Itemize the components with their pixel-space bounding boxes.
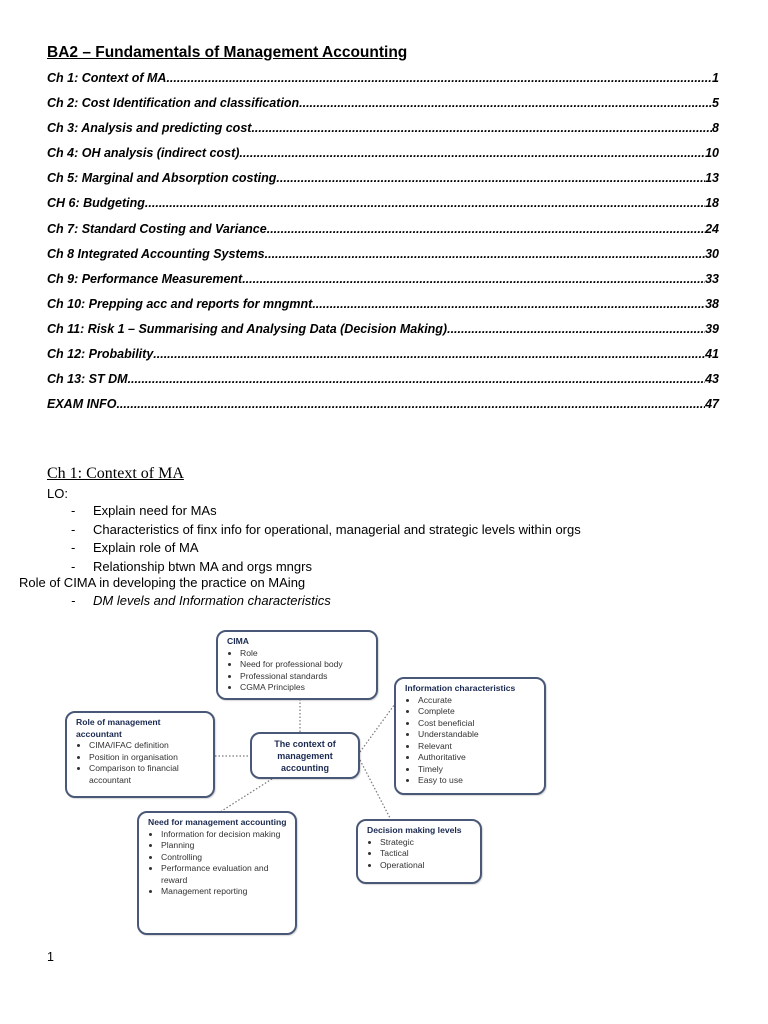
- toc-entry-page: 38: [705, 296, 719, 311]
- toc-leader-dots: [116, 397, 705, 411]
- toc-leader-dots: [267, 222, 705, 236]
- diagram-bullet-item: • Complete: [418, 706, 540, 718]
- toc-entry-page: 8: [712, 121, 719, 136]
- information-characteristics-box: Information characteristics • Accurate • Complete • Cost beneficial • Understandable • Relevant • Authoritative • Timely • Easy to use: [394, 677, 546, 795]
- diagram-bullet-list: [218, 648, 376, 697]
- diagram-bullet-list: [396, 695, 544, 790]
- diagram-bullet-item: • Understandable: [418, 729, 540, 741]
- toc-entry-title: Ch 9: Performance Measurement: [47, 271, 243, 286]
- toc-leader-dots: [239, 146, 705, 160]
- diagram-bullet-item: • Need for professional body: [240, 659, 372, 671]
- diagram-bullet-item: • Comparison to financial accountant: [89, 763, 209, 786]
- toc-leader-dots: [447, 322, 705, 336]
- diagram-bullet-item: • CGMA Principles: [240, 682, 372, 694]
- toc-entry[interactable]: [47, 322, 719, 347]
- diagram-bullet-item: • Cost beneficial: [418, 718, 540, 730]
- toc-entry-page: 41: [705, 347, 719, 362]
- diagram-bullet-item: • Strategic: [380, 837, 476, 849]
- toc-entry[interactable]: [47, 397, 719, 422]
- toc-entry[interactable]: [47, 171, 719, 196]
- toc-entry-title: Ch 4: OH analysis (indirect cost): [47, 146, 240, 161]
- learning-outcome-text: Explain role of MA: [93, 540, 199, 555]
- toc-entry-title: Ch 12: Probability: [47, 347, 154, 362]
- toc-entry-title: Ch 1: Context of MA: [47, 71, 167, 85]
- toc-leader-dots: [153, 347, 705, 361]
- toc-entry[interactable]: [47, 146, 719, 171]
- decision-making-levels-box: Decision making levels • Strategic • Tactical • Operational: [356, 819, 482, 884]
- toc-entry[interactable]: [47, 121, 719, 146]
- toc-leader-dots: [145, 196, 705, 210]
- toc-entry-title: Ch 2: Cost Identification and classification: [47, 96, 300, 111]
- diagram-bullet-item: • CIMA/IFAC definition: [89, 740, 209, 752]
- toc-entry-page: 18: [705, 196, 719, 211]
- list-dash: -: [71, 558, 76, 574]
- toc-entry[interactable]: [47, 372, 719, 397]
- toc-entry-page: 39: [705, 321, 719, 336]
- diagram-bullet-item: • Controlling: [161, 852, 291, 864]
- context-diagram: [60, 622, 560, 942]
- toc-leader-dots: [251, 121, 712, 135]
- toc-entry[interactable]: [47, 347, 719, 372]
- learning-outcomes-list: [47, 503, 581, 577]
- learning-outcome-item: [47, 522, 581, 541]
- cima-role-line: Role of CIMA in developing the practice on MAing: [19, 575, 306, 590]
- diagram-bullet-item: • Accurate: [418, 695, 540, 707]
- toc-leader-dots: [166, 71, 712, 85]
- list-dash: -: [71, 503, 76, 518]
- learning-outcome-item: [47, 503, 581, 522]
- toc-entry[interactable]: [47, 247, 719, 272]
- toc-leader-dots: [242, 272, 705, 286]
- diagram-bullet-item: • Professional standards: [240, 671, 372, 683]
- toc-entry-title: Ch 13: ST DM: [47, 372, 128, 387]
- toc-entry[interactable]: [47, 196, 719, 221]
- diagram-bullet-item: • Management reporting: [161, 886, 291, 898]
- diagram-bullet-list: [358, 837, 480, 875]
- toc-entry-page: 13: [705, 171, 719, 186]
- toc-entry[interactable]: [47, 297, 719, 322]
- connector-need: [220, 777, 275, 812]
- sub-topic-list: [47, 593, 331, 608]
- toc-leader-dots: [312, 297, 705, 311]
- toc-entry-page: 43: [705, 372, 719, 387]
- list-dash: -: [71, 593, 76, 608]
- center-context-box: The context of management accounting: [250, 732, 360, 779]
- list-dash: -: [71, 521, 76, 537]
- toc-leader-dots: [276, 171, 705, 185]
- page-number: 1: [47, 950, 54, 964]
- toc-leader-dots: [299, 96, 712, 110]
- toc-entry-title: Ch 3: Analysis and predicting cost: [47, 121, 252, 136]
- diagram-bullet-list: [67, 740, 213, 789]
- toc-entry-title: Ch 10: Prepping acc and reports for mngmnt: [47, 296, 313, 311]
- toc-leader-dots: [128, 372, 706, 386]
- sub-topic-text: DM levels and Information characteristics: [93, 593, 331, 608]
- toc-entry-page: 10: [705, 146, 719, 161]
- toc-entry-page: 30: [705, 246, 719, 261]
- toc-entry-title: EXAM INFO: [47, 397, 117, 412]
- diagram-bullet-list: [139, 829, 295, 901]
- toc-entry[interactable]: [47, 222, 719, 247]
- toc-entry-title: Ch 5: Marginal and Absorption costing: [47, 171, 277, 186]
- diagram-bullet-item: • Tactical: [380, 848, 476, 860]
- toc-entry-page: 24: [705, 221, 719, 236]
- toc-entry[interactable]: [47, 96, 719, 121]
- toc-entry-title: Ch 11: Risk 1 – Summarising and Analysing Data (Decision Making): [47, 321, 448, 336]
- connector-decision: [360, 760, 390, 818]
- diagram-bullet-item: • Position in organisation: [89, 752, 209, 764]
- toc-entry-page: 1: [712, 71, 719, 85]
- need-for-management-accounting-box: Need for management accounting • Information for decision making • Planning • Controlling • Performance evaluation and reward • Management reporting: [137, 811, 297, 935]
- role-of-management-accountant-box: Role of management accountant • CIMA/IFAC definition • Position in organisation • Comparison to financial accountant: [65, 711, 215, 798]
- learning-outcome-item: [47, 540, 581, 559]
- toc-entry-title: CH 6: Budgeting: [47, 196, 145, 211]
- diagram-bullet-item: • Information for decision making: [161, 829, 291, 841]
- sub-topic-item: [47, 593, 331, 608]
- diagram-bullet-item: • Authoritative: [418, 752, 540, 764]
- toc-entry-page: 47: [705, 397, 719, 412]
- diagram-bullet-item: • Relevant: [418, 741, 540, 753]
- toc-entry[interactable]: [47, 272, 719, 297]
- toc-entry[interactable]: [47, 71, 719, 96]
- toc-entry-title: Ch 7: Standard Costing and Variance: [47, 221, 267, 236]
- learning-outcome-text: Relationship btwn MA and orgs mngrs: [93, 558, 312, 574]
- toc-entry-page: 5: [712, 96, 719, 111]
- diagram-bullet-item: • Easy to use: [418, 775, 540, 787]
- cima-box: CIMA • Role • Need for professional body • Professional standards • CGMA Principles: [216, 630, 378, 700]
- toc-entry-page: 33: [705, 271, 719, 286]
- page-title: BA2 – Fundamentals of Management Accounting: [47, 44, 408, 61]
- learning-outcome-text: Characteristics of finx info for operational, managerial and strategic levels within orgs: [93, 521, 581, 537]
- toc-leader-dots: [265, 247, 705, 261]
- learning-outcome-text: Explain need for MAs: [93, 503, 217, 518]
- table-of-contents: [47, 71, 719, 422]
- diagram-bullet-item: • Operational: [380, 860, 476, 872]
- section-heading: Ch 1: Context of MA: [47, 465, 184, 482]
- diagram-bullet-item: • Timely: [418, 764, 540, 776]
- diagram-bullet-item: • Performance evaluation and reward: [161, 863, 291, 886]
- learning-outcomes-label: LO:: [47, 486, 68, 501]
- list-dash: -: [71, 540, 76, 555]
- diagram-bullet-item: • Planning: [161, 840, 291, 852]
- toc-entry-title: Ch 8 Integrated Accounting Systems: [47, 246, 265, 261]
- diagram-bullet-item: • Role: [240, 648, 372, 660]
